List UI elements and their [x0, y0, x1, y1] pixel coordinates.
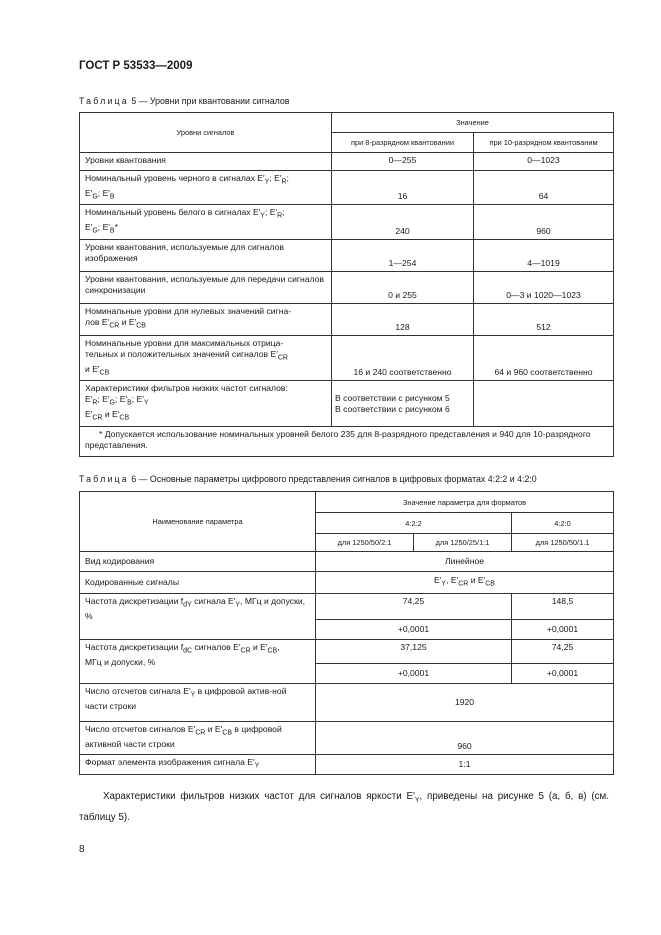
table6-caption: Таблица 6 — Основные параметры цифрового представления сигналов в цифровых форматах 4:2:2 и 4:2:0: [79, 474, 537, 484]
table-row: Номинальный уровень белого в сигналах $E'_Y$; $E'_R$; $E'_G$; $E'_B*$ 240 960: [80, 205, 614, 239]
table-row: Частота дискретизации $f_{dC}$ сигналов $E'_{CR}$ и $E'_{CB}$, МГц и допуски, % 37,125 74,25: [80, 640, 614, 664]
table6-col-header: Наименование параметра: [80, 492, 316, 552]
table-row: Уровни квантования, используемые для передачи сигналов синхронизации 0 и 255 0—3 и 1020—1023: [80, 271, 614, 303]
table-row: Номинальный уровень черного в сигналах $E'_Y$; $E'_R$; $E'_G$; $E'_B$ 16 64: [80, 171, 614, 205]
table5-group-header: Значение: [332, 113, 614, 133]
table5-subheader-8bit: при 8-разрядном квантовании: [332, 133, 474, 153]
table-row: Уровни квантования 0—255 0—1023: [80, 153, 614, 171]
table-row: Уровни квантования, используемые для сигналов изображения 1—254 4—1019: [80, 239, 614, 271]
table-row: Формат элемента изображения сигнала $E'_Y$ 1:1: [80, 755, 614, 775]
table5: [79, 112, 614, 457]
table-row: Вид кодирования Линейное: [80, 552, 614, 572]
table6: Наименование параметра Значение параметра для форматов 4:2:2 4:2:0 для 1250/50/2:1 для 1250/25/1:1 для 1250/50/1.1 Вид кодирования Линейное Кодированные сигналы $E'_Y$, $E'_{CR}$ и $E'_{CB}$ Частота дискретизации $f_{dY}$ сигнала $E'_Y$, МГц и допуски, % 74,25 148,5 +0,0001 +0,0001 Частота дискретизации $f_{dC}$ сигналов $E'_{CR}$ и $E'_{CB}$, МГц и допуски, % 37,125 74,25 +0,0001 +0,0001 Число отсчетов сигнала $E'_Y$ в цифровой актив-ной части строки 1920 Число отсчетов сигналов $E'_{CR}$ и $E'_{CB}$ в цифровой активной части строки 960 Формат элемента изображения сигнала $E'_Y$ 1:1: [79, 491, 614, 775]
table-row: Номинальные уровни для максимальных отрица- тельных и положительных значений сигналов $E'_{CR}$ и $E'_{CB}$ 16 и 240 соответственно 64 и 960 соответственно: [80, 335, 614, 380]
table6-format-420: 4:2:0: [512, 513, 614, 534]
table-row: Число отсчетов сигналов $E'_{CR}$ и $E'_{CB}$ в цифровой активной части строки 960: [80, 722, 614, 755]
table-row: +0,0001 +0,0001: [80, 620, 614, 640]
table-row: Число отсчетов сигнала $E'_Y$ в цифровой актив-ной части строки 1920: [80, 684, 614, 722]
table-row: +0,0001 +0,0001: [80, 664, 614, 684]
table-row: Характеристики фильтров низких частот сигналов: $E'_R$; $E'_G$; $E'_B$; $E'_Y$ $E'_{CR}$ и $E'_{CB}$ В соответствии с рисунком 5 В соответствии с рисунком 6: [80, 381, 614, 426]
page-number: 8: [79, 844, 85, 855]
table-row: Номинальные уровни для нулевых значений сигна- лов $E'_{CR}$ и $E'_{CB}$ 128 512: [80, 303, 614, 335]
table5-subheader-10bit: при 10-разрядном квантованим: [474, 133, 614, 153]
table6-group-header: Значение параметра для форматов: [316, 492, 614, 513]
table5-footnote: * Допускается использование номинальных уровней белого 235 для 8-разрядного представления и 940 для 10-разрядного представления.: [80, 426, 614, 456]
table-row: Кодированные сигналы $E'_Y$, $E'_{CR}$ и $E'_{CB}$: [80, 572, 614, 594]
table6-format-422: 4:2:2: [316, 513, 512, 534]
table5-caption: Таблица 5 — Уровни при квантовании сигналов: [79, 96, 290, 106]
document-header: ГОСТ Р 53533—2009: [79, 60, 193, 72]
body-paragraph: Характеристики фильтров низких частот для сигналов яркости $E'_Y$, приведены на рисунке 5 (а, б, в) (см. таблицу 5).: [79, 791, 609, 823]
table-row: Частота дискретизации $f_{dY}$ сигнала $E'_Y$, МГц и допуски, % 74,25 148,5: [80, 594, 614, 620]
table5-col-header: Уровни сигналов: [80, 113, 332, 153]
